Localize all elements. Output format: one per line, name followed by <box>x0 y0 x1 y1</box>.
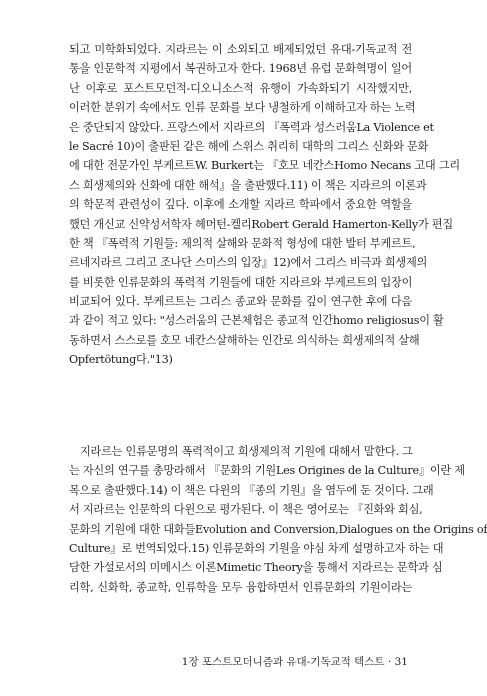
text-line: 했던 개신교 신약성서학자 헤머턴-켈리Robert Gerald Hamerton-Kelly가 편집 <box>69 217 453 231</box>
text-line: 스 희생제의와 신화에 대한 해석』을 출판했다.11) 이 책은 지라르의 이론과 <box>69 178 427 192</box>
text-line: 이러한 분위기 속에서도 인류 문화를 보다 냉철하게 이해하고자 하는 노력 <box>69 101 416 115</box>
text-line: Culture』로 번역되었다.15) 인류문화의 기원을 야심 차게 설명하고자 하는 대 <box>69 541 444 555</box>
text-line: 목으로 출판했다.14) 이 책은 다윈의 『종의 기원』을 염두에 둔 것이다. 그래 <box>69 483 434 497</box>
running-chapter-title: 1장 포스트모더니즘과 유대-기독교적 텍스트 <box>181 656 385 668</box>
text-line: 에 대한 전문가인 부케르트W. Burkert는 『호모 네칸스Homo Necans 고대 그리 <box>69 159 460 173</box>
page-number: 31 <box>394 656 408 668</box>
page-footer <box>182 654 408 669</box>
text-line: 는 자신의 연구를 총망라해서 『문화의 기원Les Origines de la Culture』이란 제 <box>69 464 465 478</box>
text-line: 통을 인문학적 지평에서 복권하고자 한다. 1968년 유럽 문화혁명이 일어 <box>69 62 412 76</box>
text-line: 르네지라르 그리고 조나단 스미스의 입장』12)에서 그리스 비극과 희생제의 <box>69 256 428 270</box>
text-line: 동하면서 스스로를 호모 네칸스살해하는 인간로 의식하는 희생제의적 살해 <box>69 333 420 347</box>
text-line: 를 비롯한 인류문화의 폭력적 기원들에 대한 지라르와 부케르트의 입장이 <box>69 275 413 289</box>
text-line: 비교되어 있다. 부케르트는 그리스 종교와 문화를 깊이 연구한 후에 다음 <box>69 295 412 309</box>
text-line: 되고 미학화되었다. 지라르는 이 소외되고 배제되었던 유대-기독교적 전 <box>69 43 412 56</box>
text-line: 은 중단되지 않았다. 프랑스에서 지라르의 『폭력과 성스러움La Violence et <box>69 120 434 134</box>
text-line: 난 이후로 포스트모던적-디오니소스적 유행이 가속화되기 시작했지만, <box>69 81 412 95</box>
text-line: 의 학문적 관련성이 깊다. 이후에 소개할 지라르 학파에서 중요한 역할을 <box>69 198 412 212</box>
text-line: 서 지라르는 인문학의 다윈으로 평가된다. 이 책은 영어로는 『진화와 회심, <box>69 503 423 517</box>
paragraph-2 <box>69 442 487 597</box>
footer-separator: · <box>387 656 392 668</box>
text-line: 과 같이 적고 있다: "성스러움의 근본체험은 종교적 인간homo religiosus이 활 <box>69 314 444 328</box>
text-line: 담한 가설로서의 미메시스 이론Mimetic Theory을 통해서 지라르는 문학과 심 <box>69 561 443 575</box>
text-line-last: Opfertötung다."13) <box>69 353 173 367</box>
text-line: 리학, 신화학, 종교학, 인류학을 모두 융합하면서 인류문화의 기원이라는 <box>69 580 412 594</box>
text-line: le Sacré 10)이 출판된 같은 해에 스위스 취리히 대학의 그리스 신화와 문화 <box>69 139 429 153</box>
paragraph-1 <box>69 40 460 370</box>
text-line-indented: 지라르는 인류문명의 폭력적이고 희생제의적 기원에 대해서 말한다. 그 <box>80 445 413 458</box>
text-line: 한 책 『폭력적 기원들: 제의적 살해와 문화적 형성에 대한 발터 부케르트, <box>69 236 416 250</box>
text-line: 문화의 기원에 대한 대화들Evolution and Conversion,Dialogues on the Origins of <box>69 522 487 536</box>
